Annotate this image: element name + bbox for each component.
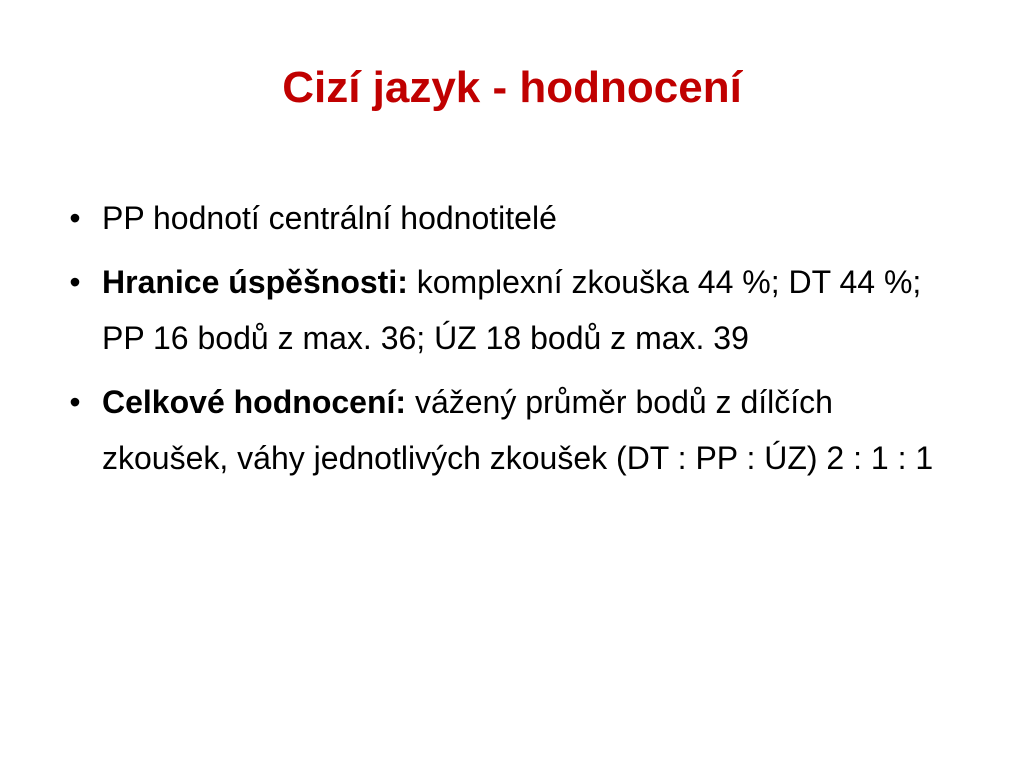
bullet-item [60, 374, 960, 486]
bullet-dot-icon: • [69, 200, 81, 236]
bullet-dot-icon: • [69, 264, 81, 300]
bullet-bold-label: Hranice úspěšnosti: [102, 264, 408, 300]
bullet-text: PP hodnotí centrální hodnotitelé [102, 200, 557, 236]
bullet-bold-label: Celkové hodnocení: [102, 384, 407, 420]
bullet-item [60, 190, 960, 246]
bullet-text: komplexní zkouška 44 %; DT 44 %; PP 16 bodů z max. 36; ÚZ 18 bodů z max. 39 [102, 264, 922, 356]
slide-title: Cizí jazyk - hodnocení [282, 63, 742, 112]
bullet-list [60, 190, 960, 494]
bullet-item [60, 254, 960, 366]
bullet-dot-icon: • [69, 384, 81, 420]
bullet-text: vážený průměr bodů z dílčích zkoušek, váhy jednotlivých zkoušek (DT : PP : ÚZ) 2 : 1 : 1 [102, 384, 934, 476]
